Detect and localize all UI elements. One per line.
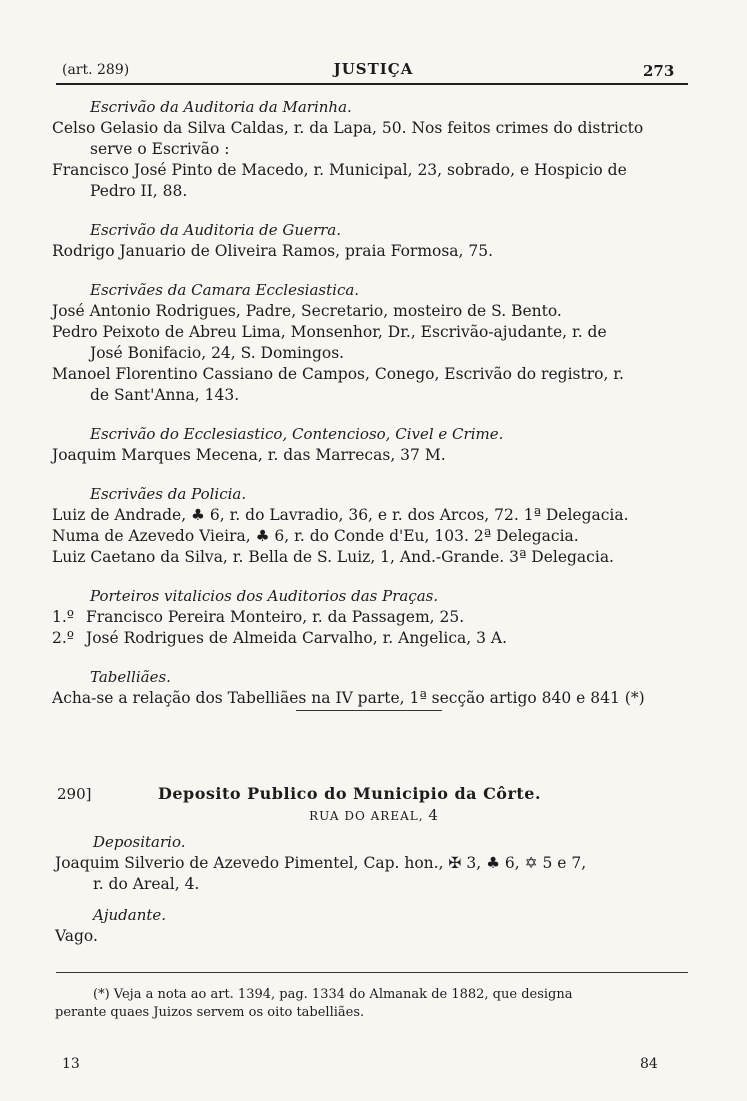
entry-line: Pedro Peixoto de Abreu Lima, Monsenhor, Dr., Escrivão-ajudante, r. de (52, 323, 607, 341)
deposito-title: Deposito Publico do Municipio da Côrte. (158, 784, 542, 803)
entry-line: Luiz Caetano da Silva, r. Bella de S. Luiz, 1, And.-Grande. 3ª Delegacia. (52, 548, 614, 566)
entry-line: Joaquim Silverio de Azevedo Pimentel, Cap. hon., ✠ 3, ♣ 6, ✡ 5 e 7, (55, 854, 587, 872)
entry-line: serve o Escrivão : (90, 140, 230, 158)
article-reference: (art. 289) (62, 62, 130, 78)
section-heading: Tabelliães. (90, 668, 171, 686)
header-rule (56, 83, 688, 85)
entry-line: r. do Areal, 4. (93, 875, 200, 893)
article-number: 290] (57, 785, 92, 803)
section-camara-ecclesiastica (52, 280, 692, 406)
address-number: 4 (428, 806, 438, 824)
section-policia (52, 484, 692, 568)
section-tabelliaes (52, 667, 692, 709)
entry-number: 1.º (52, 608, 75, 626)
entry-line: Rodrigo Januario de Oliveira Ramos, praia Formosa, 75. (52, 242, 494, 260)
section-heading: Porteiros vitalicios dos Auditorios das Praças. (90, 587, 439, 605)
entry-line: Pedro II, 88. (90, 182, 188, 200)
section-heading: Escrivão do Ecclesiastico, Contencioso, Civel e Crime. (90, 425, 504, 443)
page-title: JUSTIÇA (333, 60, 414, 78)
footnote (55, 986, 695, 1022)
footnote-line: (*) Veja a nota ao art. 1394, pag. 1334 do Almanak de 1882, que designa (93, 987, 573, 1002)
section-guerra (52, 220, 692, 262)
entry-text: José Rodrigues de Almeida Carvalho, r. Angelica, 3 A. (86, 629, 508, 647)
page-number: 273 (643, 62, 675, 80)
section-heading: Escrivães da Camara Ecclesiastica. (90, 281, 360, 299)
entry-line: Celso Gelasio da Silva Caldas, r. da Lapa, 50. Nos feitos crimes do districto (52, 119, 644, 137)
section-divider (296, 710, 442, 711)
section-heading: Ajudante. (93, 906, 167, 924)
entry-number: 2.º (52, 629, 75, 647)
address-street: RUA DO AREAL, (309, 809, 424, 823)
entry-line: Manoel Florentino Cassiano de Campos, Conego, Escrivão do registro, r. (52, 365, 624, 383)
signature-mark: 13 (62, 1056, 80, 1072)
entry-line: Acha-se a relação dos Tabelliães na IV parte, 1ª secção artigo 840 e 841 (*) (52, 689, 645, 707)
entry-line: de Sant'Anna, 143. (90, 386, 240, 404)
section-heading: Depositario. (93, 833, 186, 851)
deposito-address (0, 806, 747, 824)
deposito-content (55, 832, 695, 947)
section-heading: Escrivão da Auditoria de Guerra. (90, 221, 341, 239)
entry-line: Numa de Azevedo Vieira, ♣ 6, r. do Conde d'Eu, 103. 2ª Delegacia. (52, 527, 579, 545)
entry-line: Luiz de Andrade, ♣ 6, r. do Lavradio, 36, e r. dos Arcos, 72. 1ª Delegacia. (52, 506, 629, 524)
section-ecclesiastico (52, 424, 692, 466)
entry-line: Francisco José Pinto de Macedo, r. Municipal, 23, sobrado, e Hospicio de (52, 161, 627, 179)
numbered-entry (52, 628, 692, 649)
entry-line: Vago. (55, 927, 98, 945)
sheet-number: 84 (640, 1056, 658, 1072)
section-marinha (52, 97, 692, 202)
entry-line: José Bonifacio, 24, S. Domingos. (90, 344, 345, 362)
footnote-line: perante quaes Juizos servem os oito tabelliães. (55, 1005, 365, 1020)
numbered-entry (52, 607, 692, 628)
entry-line: Joaquim Marques Mecena, r. das Marrecas, 37 M. (52, 446, 446, 464)
section-porteiros (52, 586, 692, 649)
entry-line: José Antonio Rodrigues, Padre, Secretario, mosteiro de S. Bento. (52, 302, 562, 320)
section-heading: Escrivães da Policia. (90, 485, 247, 503)
section-heading: Escrivão da Auditoria da Marinha. (90, 98, 352, 116)
footnote-divider (56, 972, 688, 973)
entry-text: Francisco Pereira Monteiro, r. da Passagem, 25. (86, 608, 465, 626)
main-content (52, 97, 692, 727)
